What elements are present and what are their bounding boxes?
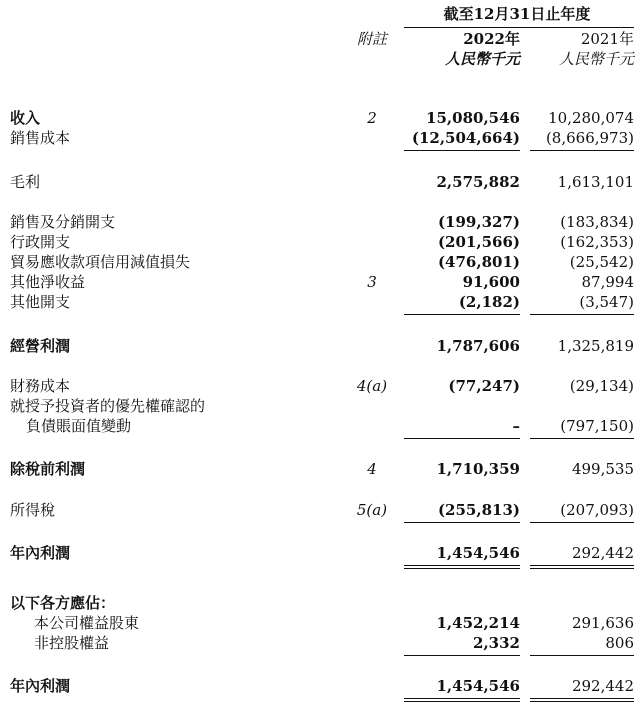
attributable-label: 以下各方應佔： <box>10 594 116 612</box>
nci-2021: 806 <box>605 634 634 652</box>
double-rule <box>404 701 520 702</box>
unit-2021-heading: 人民幣千元 <box>558 50 634 68</box>
other-income-label: 其他淨收益 <box>10 273 86 291</box>
double-rule <box>404 568 520 569</box>
impairment-2021: (25,542) <box>569 253 634 271</box>
finance-costs-2021: (29,134) <box>569 377 634 395</box>
double-rule <box>404 565 520 566</box>
rule <box>404 438 520 439</box>
impairment-2022: (476,801) <box>437 253 520 271</box>
double-rule <box>404 698 520 699</box>
cost-of-sales-2022: (12,504,664) <box>411 129 520 147</box>
rule <box>404 314 520 315</box>
finance-costs-note: 4(a) <box>356 377 388 395</box>
finance-costs-2022: (77,247) <box>448 377 520 395</box>
finance-costs-label: 財務成本 <box>10 377 71 395</box>
rule <box>404 655 520 656</box>
admin-2021: (162,353) <box>560 233 634 251</box>
rule <box>530 655 634 656</box>
income-tax-label: 所得稅 <box>10 501 56 519</box>
rule <box>530 314 634 315</box>
profit-before-tax-label: 除稅前利潤 <box>10 460 86 478</box>
unit-2022-heading: 人民幣千元 <box>444 50 520 68</box>
double-rule <box>530 568 634 569</box>
revenue-2021: 10,280,074 <box>548 109 634 127</box>
profit-before-tax-2021: 499,535 <box>571 460 634 478</box>
preferred-rights-2022: – <box>512 417 520 435</box>
other-expenses-label: 其他開支 <box>10 293 71 311</box>
other-income-note: 3 <box>367 273 377 291</box>
preferred-rights-label-line2: 負債賬面值變動 <box>26 417 132 435</box>
double-rule <box>530 698 634 699</box>
period-heading: 截至12月31日止年度 <box>443 5 591 23</box>
double-rule <box>530 565 634 566</box>
impairment-label: 貿易應收款項信用減值損失 <box>10 253 191 271</box>
rule <box>530 150 634 151</box>
profit-for-year-total-label: 年內利潤 <box>10 677 71 695</box>
gross-profit-2022: 2,575,882 <box>436 173 520 191</box>
cost-of-sales-2021: (8,666,973) <box>545 129 634 147</box>
other-expenses-2021: (3,547) <box>579 293 634 311</box>
admin-label: 行政開支 <box>10 233 71 251</box>
nci-label: 非控股權益 <box>34 634 110 652</box>
profit-before-tax-2022: 1,710,359 <box>436 460 520 478</box>
note-column-heading: 附註 <box>356 30 387 48</box>
profit-for-year-2021: 292,442 <box>571 544 634 562</box>
income-tax-2021: (207,093) <box>560 501 634 519</box>
other-income-2022: 91,600 <box>462 273 520 291</box>
period-underline <box>404 27 634 28</box>
selling-2022: (199,327) <box>437 213 520 231</box>
double-rule <box>530 701 634 702</box>
profit-for-year-2022: 1,454,546 <box>436 544 520 562</box>
operating-profit-label: 經營利潤 <box>10 337 71 355</box>
preferred-rights-label-line1: 就授予投資者的優先權確認的 <box>10 397 206 415</box>
equity-holders-2022: 1,452,214 <box>436 614 520 632</box>
revenue-2022: 15,080,546 <box>426 109 520 127</box>
other-income-2021: 87,994 <box>581 273 634 291</box>
operating-profit-2022: 1,787,606 <box>436 337 520 355</box>
income-tax-2022: (255,813) <box>437 501 520 519</box>
profit-before-tax-note: 4 <box>367 460 377 478</box>
year-2021-heading: 2021年 <box>580 30 634 48</box>
other-expenses-2022: (2,182) <box>458 293 520 311</box>
preferred-rights-2021: (797,150) <box>560 417 634 435</box>
revenue-label: 收入 <box>10 109 41 127</box>
year-2022-heading: 2022年 <box>463 30 520 48</box>
equity-holders-2021: 291,636 <box>571 614 634 632</box>
revenue-note: 2 <box>367 109 377 127</box>
selling-2021: (183,834) <box>560 213 634 231</box>
profit-for-year-total-2021: 292,442 <box>571 677 634 695</box>
nci-2022: 2,332 <box>473 634 520 652</box>
cost-of-sales-label: 銷售成本 <box>10 129 71 147</box>
profit-for-year-label: 年內利潤 <box>10 544 71 562</box>
income-tax-note: 5(a) <box>356 501 388 519</box>
rule <box>404 150 520 151</box>
equity-holders-label: 本公司權益股東 <box>34 614 140 632</box>
rule <box>530 438 634 439</box>
rule <box>404 522 520 523</box>
admin-2022: (201,566) <box>437 233 520 251</box>
rule <box>530 522 634 523</box>
operating-profit-2021: 1,325,819 <box>557 337 634 355</box>
profit-for-year-total-2022: 1,454,546 <box>436 677 520 695</box>
gross-profit-label: 毛利 <box>10 173 41 191</box>
selling-label: 銷售及分銷開支 <box>10 213 116 231</box>
gross-profit-2021: 1,613,101 <box>557 173 634 191</box>
